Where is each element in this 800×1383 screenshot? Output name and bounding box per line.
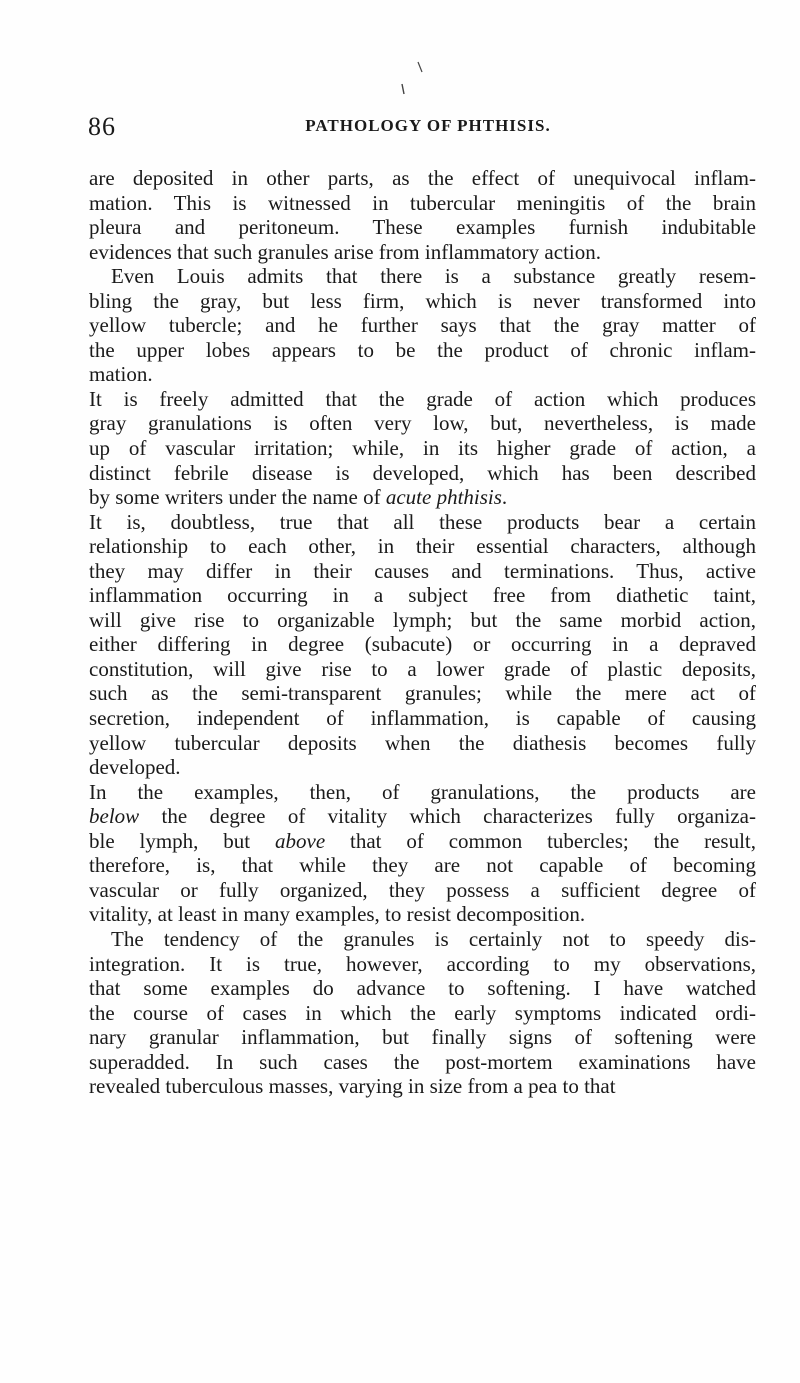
- line-text: .: [501, 485, 508, 510]
- line-text: that of common tubercles; the result,: [325, 828, 756, 853]
- line-text: the degree of vitality which characterizes fully organiza-: [139, 804, 756, 829]
- text-line: [89, 657, 756, 682]
- line-text: evidences that such granules arise from inflammatory action.: [89, 239, 601, 264]
- line-text: bling the gray, but less firm, which is never transformed into: [89, 288, 756, 313]
- line-text: The tendency of the granules is certainly not to speedy dis-: [111, 926, 756, 951]
- text-line: [89, 289, 756, 314]
- text-line: [89, 878, 756, 903]
- text-line: [89, 1074, 756, 1099]
- text-line: [89, 461, 756, 486]
- text-line: [89, 829, 756, 854]
- page-number: 86: [88, 112, 116, 141]
- line-text: yellow tubercle; and he further says that the gray matter of: [89, 313, 756, 338]
- line-text: vitality, at least in many examples, to resist decomposition.: [89, 902, 586, 927]
- text-line: [89, 755, 756, 780]
- running-head: PATHOLOGY OF PHTHISIS.: [305, 116, 551, 135]
- line-text: yellow tubercular deposits when the diathesis becomes fully: [89, 730, 756, 755]
- text-line: [89, 240, 756, 265]
- text-line: [89, 608, 756, 633]
- stray-mark: [418, 62, 422, 72]
- text-line: [89, 632, 756, 657]
- text-line: [89, 534, 756, 559]
- italic-term: acute phthisis: [385, 485, 502, 510]
- line-text: constitution, will give rise to a lower grade of plastic deposits,: [89, 656, 756, 681]
- text-line: [89, 362, 756, 387]
- text-line: [89, 706, 756, 731]
- line-text: nary granular inflammation, but finally signs of softening were: [89, 1025, 756, 1050]
- text-line: [89, 313, 756, 338]
- text-line: [89, 1025, 756, 1050]
- text-line: [89, 215, 756, 240]
- text-line: [89, 681, 756, 706]
- line-text: ble lymph, but: [89, 828, 275, 853]
- text-line: [89, 583, 756, 608]
- line-text: Even Louis admits that there is a substance greatly resem-: [111, 264, 756, 289]
- line-text: inflammation occurring in a subject free from diathetic taint,: [89, 583, 756, 608]
- line-text: superadded. In such cases the post-mortem examinations have: [89, 1049, 756, 1074]
- line-text: gray granulations is often very low, but, nevertheless, is made: [89, 411, 756, 436]
- text-line: [89, 485, 756, 510]
- text-line: [89, 902, 756, 927]
- line-text: therefore, is, that while they are not capable of becoming: [89, 853, 756, 878]
- text-line: [89, 1001, 756, 1026]
- body-text: [89, 166, 756, 1099]
- line-text: pleura and peritoneum. These examples furnish indubitable: [89, 215, 756, 240]
- text-line: [89, 804, 756, 829]
- text-line: [89, 436, 756, 461]
- line-text: by some writers under the name of: [89, 485, 386, 510]
- line-text: mation. This is witnessed in tubercular meningitis of the brain: [89, 190, 756, 215]
- line-text: distinct febrile disease is developed, which has been described: [89, 460, 756, 485]
- italic-term: below: [89, 804, 140, 829]
- line-text: the course of cases in which the early symptoms indicated ordi-: [89, 1000, 756, 1025]
- line-text: revealed tuberculous masses, varying in size from a pea to that: [89, 1074, 616, 1099]
- text-line: [89, 1050, 756, 1075]
- line-text: It is, doubtless, true that all these products bear a certain: [89, 509, 756, 534]
- text-line: [89, 731, 756, 756]
- text-line: [89, 338, 756, 363]
- text-line: [89, 976, 756, 1001]
- text-line: [89, 264, 756, 289]
- line-text: will give rise to organizable lymph; but the same morbid action,: [89, 607, 756, 632]
- line-text: vascular or fully organized, they possess a sufficient degree of: [89, 877, 756, 902]
- text-line: [89, 387, 756, 412]
- line-text: up of vascular irritation; while, in its higher grade of action, a: [89, 436, 756, 461]
- text-line: [89, 780, 756, 805]
- text-line: [89, 927, 756, 952]
- page-header: [88, 112, 768, 142]
- line-text: the upper lobes appears to be the product of chronic inflam-: [89, 337, 756, 362]
- line-text: secretion, independent of inflammation, is capable of causing: [89, 706, 756, 731]
- line-text: they may differ in their causes and terminations. Thus, active: [89, 558, 756, 583]
- line-text: mation.: [89, 362, 153, 387]
- line-text: such as the semi-transparent granules; while the mere act of: [89, 681, 756, 706]
- line-text: It is freely admitted that the grade of action which produces: [89, 386, 756, 411]
- line-text: that some examples do advance to softening. I have watched: [89, 976, 756, 1001]
- text-line: [89, 166, 756, 191]
- text-line: [89, 411, 756, 436]
- line-text: integration. It is true, however, according to my observations,: [89, 951, 756, 976]
- line-text: In the examples, then, of granulations, the products are: [89, 779, 756, 804]
- text-line: [89, 191, 756, 216]
- text-line: [89, 510, 756, 535]
- line-text: developed.: [89, 755, 181, 780]
- printing-marks: [398, 60, 438, 100]
- line-text: relationship to each other, in their essential characters, although: [89, 534, 756, 559]
- line-text: either differing in degree (subacute) or occurring in a depraved: [89, 632, 756, 657]
- line-text: are deposited in other parts, as the effect of unequivocal inflam-: [89, 166, 756, 190]
- text-line: [89, 952, 756, 977]
- text-line: [89, 559, 756, 584]
- italic-term: above: [275, 828, 326, 853]
- stray-mark: [402, 84, 404, 94]
- text-line: [89, 853, 756, 878]
